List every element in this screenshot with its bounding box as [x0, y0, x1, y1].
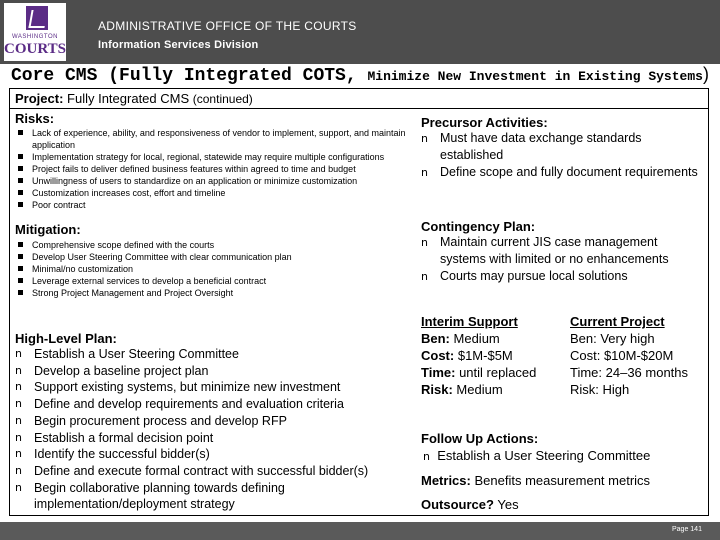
- project-row: [10, 89, 708, 109]
- current-project-title: Current Project: [570, 314, 665, 329]
- contingency-section: [421, 219, 706, 285]
- list-item: Poor contract: [15, 199, 420, 211]
- metrics-value: Benefits measurement metrics: [474, 473, 651, 488]
- slide-title-small: Minimize New Investment in Existing Systems: [367, 69, 703, 84]
- precursor-list: [421, 130, 706, 181]
- current-time: Time: 24–36 months: [570, 365, 689, 380]
- outsource-row: [421, 496, 706, 513]
- precursor-section: [421, 115, 706, 181]
- high-level-plan-list: [15, 346, 423, 513]
- list-item: n Must have data exchange standards established: [421, 130, 706, 164]
- metrics-label: Metrics:: [421, 473, 471, 488]
- list-item: Lack of experience, ability, and responsiveness of vendor to implement, support, and maintain application: [15, 127, 420, 151]
- project-label: Project:: [15, 91, 64, 106]
- list-item: n Define and develop requirements and evaluation criteria: [15, 396, 423, 413]
- list-item: n Define scope and fully document requirements: [421, 164, 706, 181]
- slide-title: [11, 64, 717, 86]
- project-note: (continued): [192, 92, 253, 106]
- list-item: n Define and execute formal contract with successful bidder(s): [15, 463, 423, 480]
- follow-up-section: [421, 430, 706, 465]
- contingency-title: Contingency Plan:: [421, 219, 536, 234]
- contingency-list: [421, 234, 706, 285]
- header-subtitle: Information Services Division: [98, 39, 259, 51]
- interim-support-title: Interim Support: [421, 314, 518, 329]
- precursor-title: Precursor Activities:: [421, 115, 548, 130]
- interim-support-section: [421, 313, 566, 398]
- risks-list: [15, 127, 420, 211]
- risks-title: Risks:: [15, 111, 55, 126]
- list-item: n Support existing systems, but minimize new investment: [15, 379, 423, 396]
- current-benefit: Ben: Very high: [570, 331, 655, 346]
- footer-bar: [0, 522, 720, 540]
- list-item: n Establish a User Steering Committee: [15, 346, 423, 363]
- list-item: Unwillingness of users to standardize on an application or minimize customization: [15, 175, 420, 187]
- slide-title-main: Core CMS (Fully Integrated COTS,: [11, 66, 357, 86]
- metrics-row: [421, 472, 706, 489]
- high-level-plan-section: [15, 331, 423, 513]
- interim-benefit: Ben: Medium: [421, 331, 500, 346]
- current-project-section: [570, 313, 706, 398]
- header-title: ADMINISTRATIVE OFFICE OF THE COURTS: [98, 19, 357, 33]
- list-item: Minimal/no customization: [15, 263, 405, 275]
- follow-up-item: n Establish a User Steering Committee: [423, 448, 651, 463]
- logo-main-text: COURTS: [4, 41, 66, 57]
- logo-emblem-icon: [26, 6, 48, 30]
- washington-courts-logo: [4, 3, 66, 61]
- list-item: Implementation strategy for local, regional, statewide may require multiple configurations: [15, 151, 420, 163]
- slide-title-close: ): [702, 64, 709, 84]
- list-item: n Identify the successful bidder(s): [15, 446, 423, 463]
- logo-top-text: WASHINGTON: [11, 34, 58, 40]
- list-item: n Establish a formal decision point: [15, 430, 423, 447]
- outsource-value: Yes: [497, 497, 519, 512]
- list-item: n Begin collaborative planning towards defining implementation/deployment strategy: [15, 480, 423, 513]
- mitigation-section: [15, 222, 405, 299]
- current-risk: Risk: High: [570, 382, 630, 397]
- list-item: n Begin procurement process and develop RFP: [15, 413, 423, 430]
- mitigation-list: [15, 239, 405, 299]
- interim-risk: Risk: Medium: [421, 382, 503, 397]
- list-item: Comprehensive scope defined with the courts: [15, 239, 405, 251]
- list-item: n Develop a baseline project plan: [15, 363, 423, 380]
- content-frame: [9, 88, 709, 516]
- interim-cost: Cost: $1M-$5M: [421, 348, 513, 363]
- list-item: Strong Project Management and Project Oversight: [15, 287, 405, 299]
- interim-time: Time: until replaced: [421, 365, 537, 380]
- list-item: Project fails to deliver defined business features within agreed to time and budget: [15, 163, 420, 175]
- bullet-icon: n: [423, 450, 430, 463]
- list-item: Leverage external services to develop a beneficial contract: [15, 275, 405, 287]
- project-value: Fully Integrated CMS: [67, 91, 190, 106]
- follow-up-title: Follow Up Actions:: [421, 431, 539, 446]
- page-number: Page 141: [672, 526, 702, 533]
- list-item: n Courts may pursue local solutions: [421, 268, 706, 285]
- mitigation-title: Mitigation:: [15, 222, 81, 237]
- risks-section: [15, 111, 420, 211]
- header-bar: [0, 0, 720, 64]
- list-item: Develop User Steering Committee with clear communication plan: [15, 251, 405, 263]
- outsource-label: Outsource?: [421, 497, 494, 512]
- current-cost: Cost: $10M-$20M: [570, 348, 674, 363]
- list-item: Customization increases cost, effort and timeline: [15, 187, 420, 199]
- list-item: n Maintain current JIS case management systems with limited or no enhancements: [421, 234, 706, 268]
- high-level-plan-title: High-Level Plan:: [15, 331, 117, 346]
